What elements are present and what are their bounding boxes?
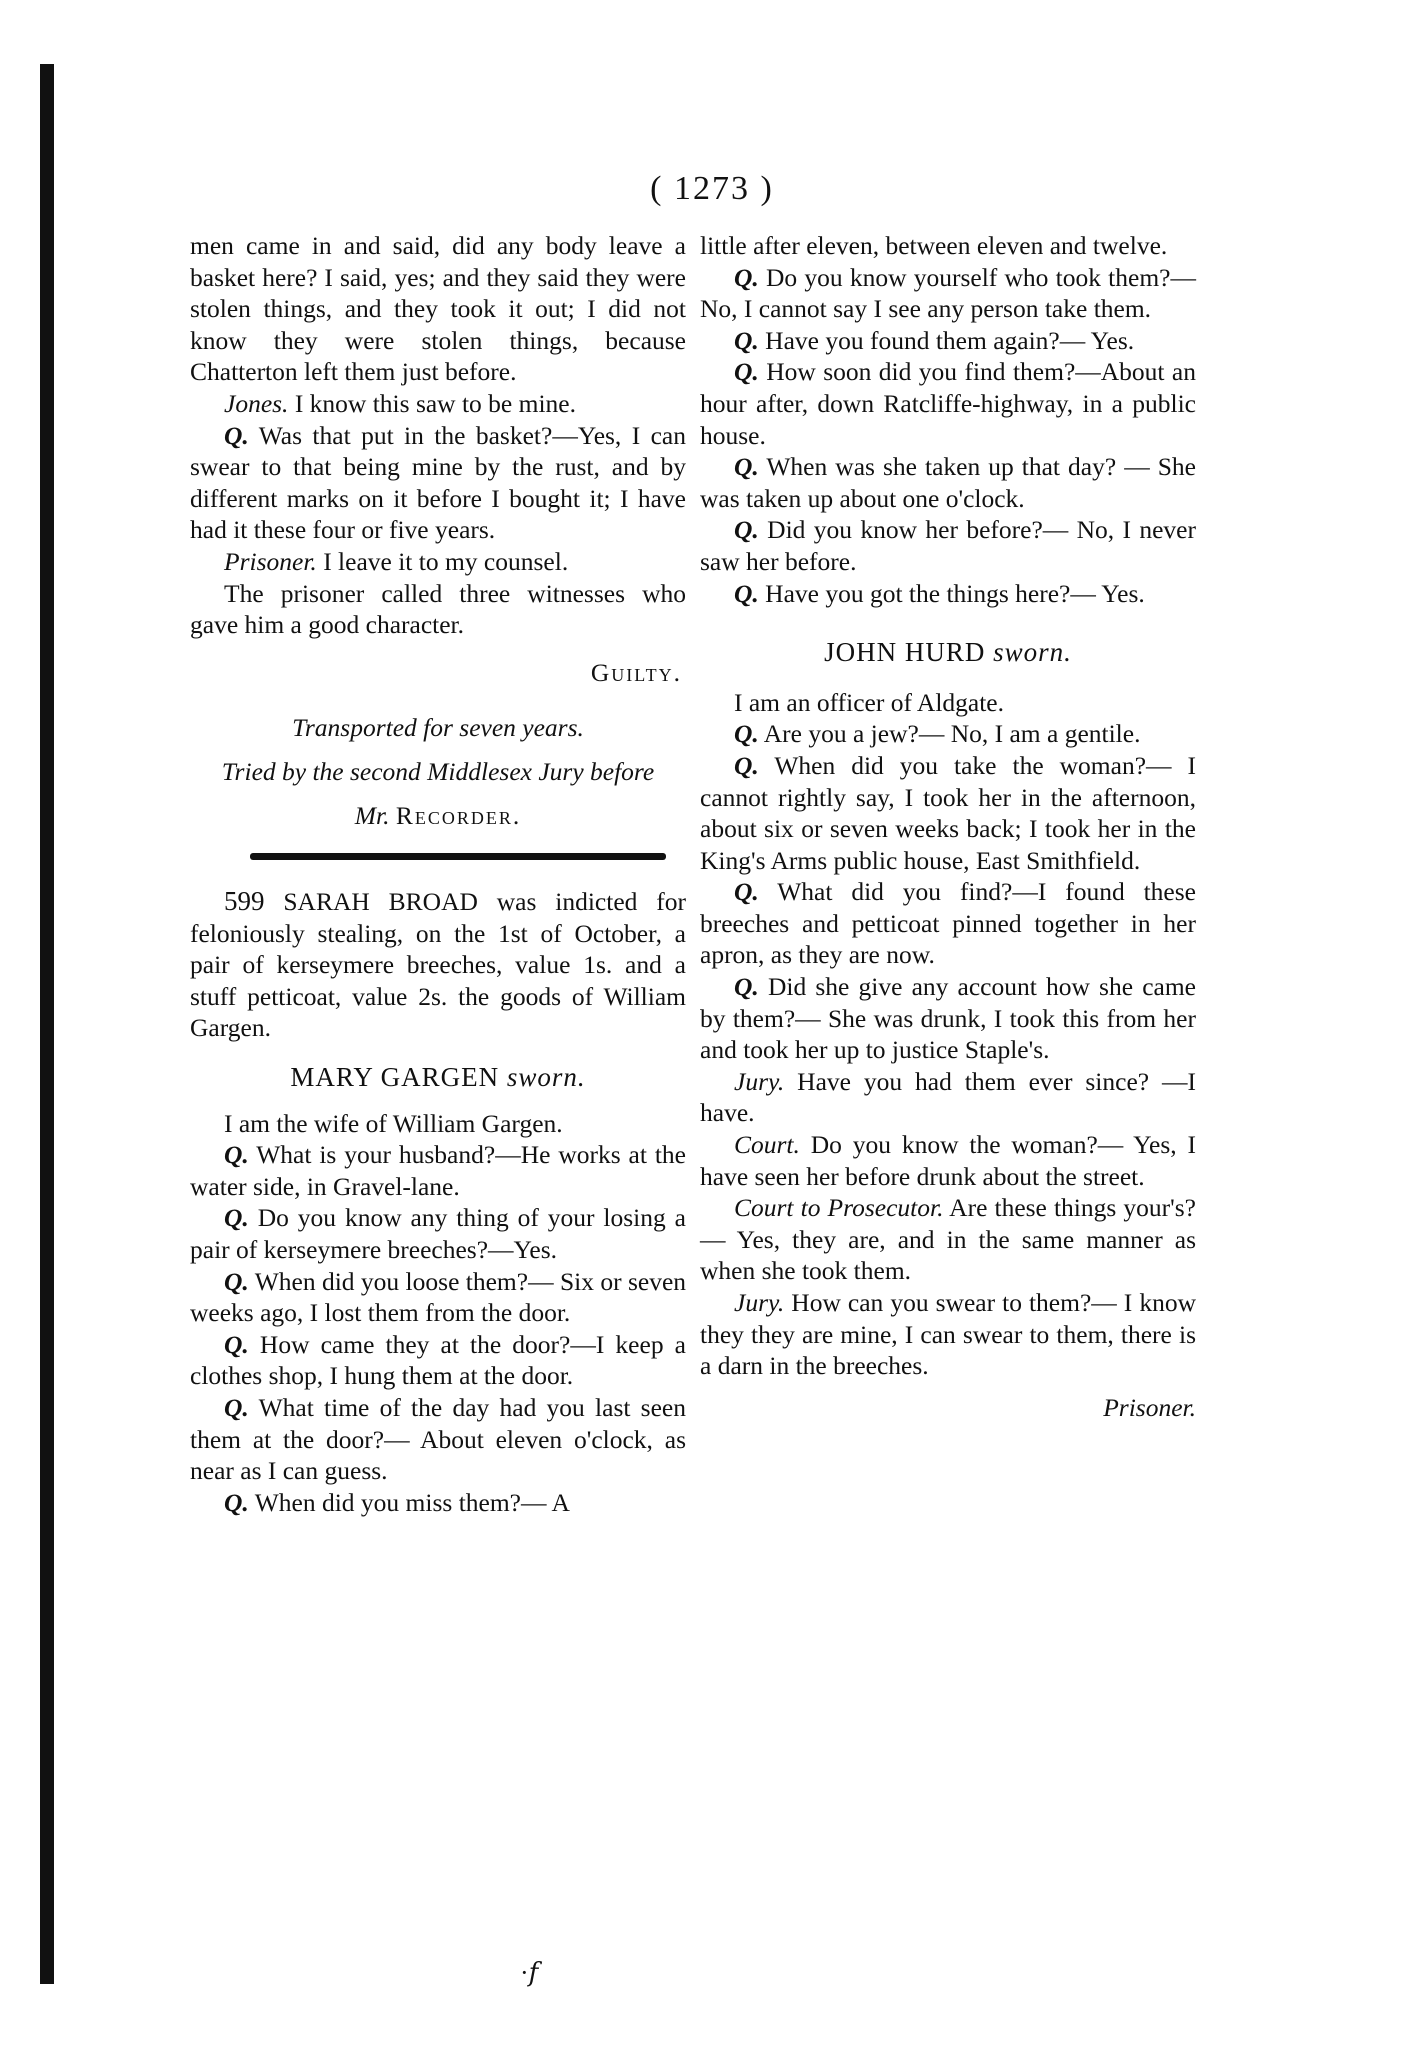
tried-by: Tried by the second Middlesex Jury before [221, 756, 655, 786]
witness-intro: I am an officer of Aldgate. [734, 687, 1005, 717]
q-mark: Q. [734, 972, 759, 1002]
testimony-text: Do you know the woman?— Yes, I have seen her before drunk about the street. [700, 1130, 1196, 1191]
question-answer [190, 1139, 686, 1202]
verdict: Guilty. [590, 657, 682, 687]
sworn-label: sworn. [506, 1062, 586, 1093]
qa-text: How came they at the door?—I keep a clothes shop, I hung them at the door. [190, 1329, 686, 1391]
speaker: Jury. [734, 1288, 785, 1317]
q-mark: Q. [224, 1140, 249, 1170]
sentence: Transported for seven years. [292, 713, 584, 743]
testimony-text: I know this saw to be mine. [288, 388, 576, 418]
question-answer [190, 420, 686, 546]
testimony-text: Are these things your's?— Yes, they are, and in the same manner as when she took them. [700, 1193, 1196, 1286]
question-answer [190, 1487, 686, 1519]
speaker: Jones. [224, 388, 289, 418]
qa-text: Do you know yourself who took them?—No, I cannot say I see any person take them. [700, 262, 1196, 324]
speaker: Court to Prosecutor. [734, 1193, 944, 1223]
case-text: SARAH BROAD was indicted for feloniously stealing, on the 1st of October, a pair of kerseymere breeches, value 1s. and a stuff petticoat, value 2s. the goods of William Gargen. [190, 887, 686, 1043]
witness-heading [700, 637, 1196, 669]
catchword: Prisoner. [1103, 1392, 1196, 1422]
qa-text: Are you a jew?— No, I am a gentile. [758, 719, 1141, 749]
qa-text: When did you take the woman?— I cannot rightly say, I took her in the afternoon, about six or seven weeks back; I took her in the King's Arms public house, East Smithfield. [700, 750, 1196, 875]
question-answer [700, 876, 1196, 971]
question-answer [700, 262, 1196, 325]
speaker: Jury. [734, 1066, 785, 1096]
printer-mark: ·𝑓 [520, 1958, 539, 1987]
testimony-jury [700, 1066, 1196, 1129]
qa-text: What time of the day had you last seen them at the door?— About eleven o'clock, as near as I can guess. [190, 1393, 686, 1486]
witness-name: JOHN HURD [824, 637, 986, 668]
q-mark: Q. [224, 1266, 249, 1296]
speaker: Prisoner. [224, 546, 317, 576]
q-mark: Q. [734, 452, 759, 482]
testimony-court-to-prosecutor [700, 1192, 1196, 1287]
left-column [190, 230, 686, 1518]
case-number: 599 [224, 886, 265, 917]
witness-name: MARY GARGEN [290, 1062, 500, 1093]
testimony-court [700, 1129, 1196, 1192]
question-answer [700, 325, 1196, 357]
q-mark: Q. [734, 357, 759, 387]
qa-text: What did you find?—I found these breeches and petticoat pinned together in her apron, as they are now. [700, 877, 1196, 970]
question-answer [700, 514, 1196, 577]
qa-text: When did you loose them?— Six or seven weeks ago, I lost them from the door. [190, 1266, 687, 1328]
q-mark: Q. [224, 1487, 249, 1517]
witness-heading [190, 1062, 686, 1094]
judge-title: Mr. [354, 800, 390, 830]
testimony-jones [190, 388, 686, 420]
section-divider [250, 853, 666, 860]
q-mark: Q. [224, 1203, 249, 1233]
testimony-text: I leave it to my counsel. [316, 546, 569, 576]
testimony-text: How can you swear to them?— I know they they are mine, I can swear to them, there is a darn in the breeches. [700, 1288, 1196, 1381]
sworn-label: sworn. [993, 637, 1072, 668]
question-answer [190, 1392, 686, 1487]
testimony-prisoner [190, 546, 686, 578]
continuation-text: men came in and said, did any body leave a basket here? I said, yes; and they said they were stolen things, and they took it out; I did not know they were stolen things, because Chatterton left them just before. [190, 231, 686, 387]
witnesses-note: The prisoner called three witnesses who gave him a good character. [190, 578, 686, 640]
qa-text: How soon did you find them?—About an hour after, down Ratcliffe-highway, in a public house. [700, 357, 1196, 450]
judge-name: Recorder. [395, 800, 522, 830]
qa-text: Do you know any thing of your losing a pair of kerseymere breeches?—Yes. [190, 1203, 686, 1265]
right-column [700, 230, 1196, 1423]
question-answer [190, 1202, 686, 1265]
testimony-text: Have you had them ever since? —I have. [700, 1066, 1196, 1128]
q-mark: Q. [734, 515, 759, 545]
q-mark: Q. [224, 1329, 249, 1359]
question-answer [700, 356, 1196, 451]
continuation-text: little after eleven, between eleven and twelve. [700, 231, 1168, 260]
qa-text: Did she give any account how she came by them?— She was drunk, I took this from her and took her up to justice Staple's. [700, 972, 1196, 1065]
qa-text: When was she taken up that day? — She was taken up about one o'clock. [700, 452, 1196, 513]
left-margin-rule [40, 64, 54, 1984]
qa-text: Did you know her before?— No, I never saw her before. [700, 515, 1196, 576]
question-answer [700, 718, 1196, 750]
qa-text: When did you miss them?— A [248, 1487, 570, 1517]
question-answer [700, 451, 1196, 514]
q-mark: Q. [734, 877, 759, 907]
speaker: Court. [734, 1130, 800, 1160]
question-answer [190, 1266, 686, 1329]
judge-line [190, 800, 686, 832]
qa-text: Was that put in the basket?—Yes, I can swear to that being mine by the rust, and by different marks on it before I bought it; I have had it these four or five years. [190, 420, 686, 545]
case-indictment [190, 886, 686, 1044]
q-mark: Q. [224, 1393, 249, 1422]
q-mark: Q. [734, 262, 759, 292]
page-number: ( 1273 ) [650, 170, 774, 207]
qa-text: Have you found them again?— Yes. [758, 325, 1135, 355]
q-mark: Q. [734, 325, 759, 355]
question-answer [700, 971, 1196, 1066]
qa-text: Have you got the things here?— Yes. [758, 578, 1145, 608]
witness-intro: I am the wife of William Gargen. [224, 1108, 563, 1138]
q-mark: Q. [734, 750, 759, 780]
question-answer [700, 578, 1196, 610]
question-answer [190, 1329, 686, 1392]
testimony-jury [700, 1287, 1196, 1382]
qa-text: What is your husband?—He works at the water side, in Gravel-lane. [190, 1140, 686, 1201]
q-mark: Q. [224, 420, 249, 450]
question-answer [700, 750, 1196, 876]
q-mark: Q. [734, 578, 759, 608]
q-mark: Q. [734, 719, 759, 749]
